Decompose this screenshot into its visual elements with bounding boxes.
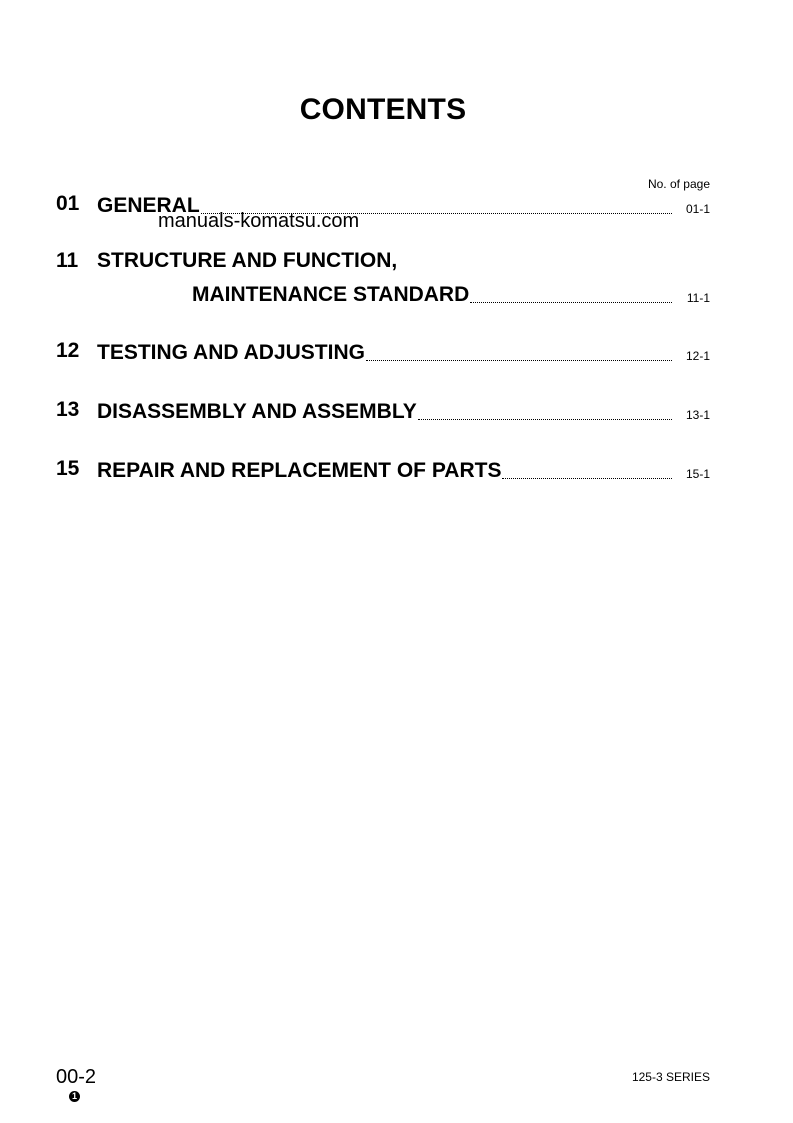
dot-leader (366, 359, 672, 361)
toc-entry-number: 13 (56, 398, 80, 421)
dot-leader (418, 418, 672, 420)
toc-entry-title: REPAIR AND REPLACEMENT OF PARTS (97, 459, 502, 482)
toc-entry-11-line2[interactable] (56, 279, 710, 307)
toc-entry-01[interactable] (56, 190, 710, 218)
toc-entry-page: 01-1 (685, 202, 710, 216)
toc-entry-title: GENERAL (97, 194, 200, 217)
toc-entry-page: 12-1 (685, 349, 710, 363)
page-title: CONTENTS (299, 93, 467, 126)
toc-entry-number: 15 (56, 457, 80, 480)
toc-entry-title: STRUCTURE AND FUNCTION, (97, 249, 398, 272)
toc-entry-title: TESTING AND ADJUSTING (97, 341, 365, 364)
toc-entry-13[interactable] (56, 396, 710, 424)
dot-leader (502, 477, 672, 479)
footer-series: 125-3 SERIES (631, 1070, 710, 1084)
dot-leader (470, 301, 672, 303)
watermark-text: manuals-komatsu.com (158, 210, 360, 232)
toc-entry-page: 11-1 (686, 291, 710, 305)
revision-mark-icon: 1 (69, 1091, 80, 1102)
toc-entry-page: 15-1 (685, 467, 710, 481)
toc-entry-15[interactable] (56, 455, 710, 483)
toc-entry-number: 12 (56, 339, 80, 362)
toc-entry-page: 13-1 (685, 408, 710, 422)
toc-entry-number: 01 (56, 192, 80, 215)
toc-entry-12[interactable] (56, 337, 710, 365)
page-column-header: No. of page (647, 177, 710, 191)
toc-entry-title: MAINTENANCE STANDARD (192, 283, 470, 306)
footer-page-number: 00-2 (56, 1066, 97, 1088)
toc-entry-title: DISASSEMBLY AND ASSEMBLY (97, 400, 417, 423)
toc-entry-number: 11 (56, 249, 79, 272)
